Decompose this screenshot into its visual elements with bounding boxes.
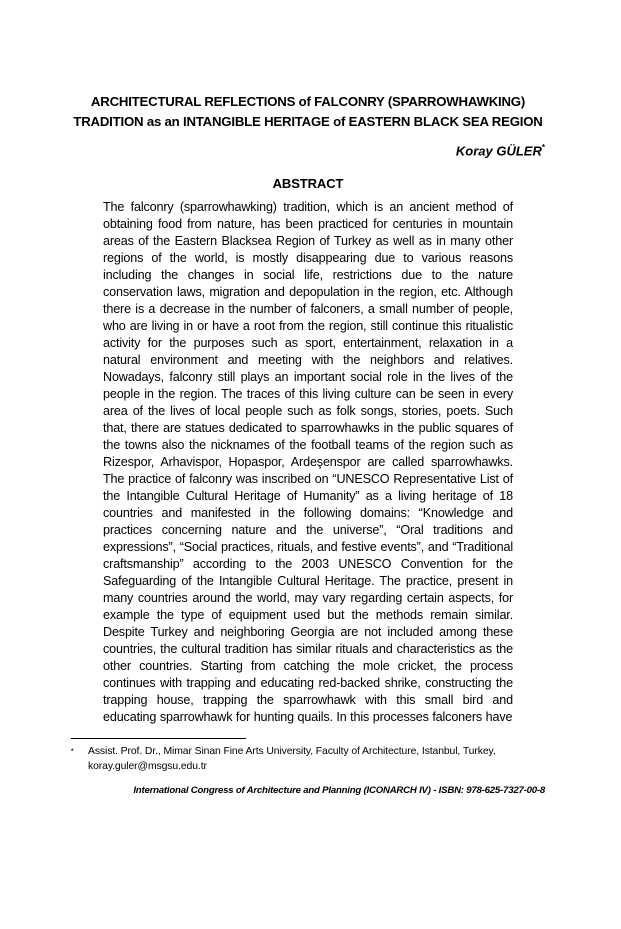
abstract-paragraph: The falconry (sparrowhawking) tradition, which is an ancient method of obtaining food from nature, has been practiced for centuries in mountain areas of the Eastern Blacksea Region of Turkey as well as in many other regions of the world, is mostly disappearing due to various reasons including the changes in social life, restrictions due to the nature conservation laws, migration and depopulation in the region, etc. Although there is a decrease in the number of falconers, a small number of people, who are living in or have a root from the region, still continue this ritualistic activity for the purposes such as sport, entertainment, relaxation in a natural environment and meeting with the neighbors and relatives. Nowadays, falconry still plays an important social role in the lives of the people in the region. The traces of this living culture can be seen in every area of the lives of local people such as folk songs, stories, poets. Such that, there are statues dedicated to sparrowhawks in the public squares of the towns also the nicknames of the football teams of the region such as Rizespor, Arhavispor, Hopaspor, Ardeşenspor are called sparrowhawks. The practice of falconry was inscribed on “UNESCO Representative List of the Intangible Cultural Heritage of Humanity” as a living heritage of 18 countries and manifested in the following domains: “Knowledge and practices concerning nature and the universe”, “Oral traditions and expressions”, “Social practices, rituals, and festive events”, and “Traditional craftsmanship” according to the 2003 UNESCO Convention for the Safeguarding of the Intangible Cultural Heritage. The practice, present in many countries around the world, may vary regarding certain aspects, for example the type of equipment used but the methods remain similar. Despite Turkey and neighboring Georgia are not included among these countries, the cultural tradition has similar rituals and characteristics as the other countries. Starting from catching the mole cricket, the process continues with trapping and educating red-backed shrike, constructing the trapping house, trapping the sparrowhawk with this small bird and educating sparrowhawk for hunting quails. In this processes falconers have [103, 200, 513, 725]
author-line [71, 140, 545, 159]
paper-title-line-1: ARCHITECTURAL REFLECTIONS of FALCONRY (SPARROWHAWKING) [90, 94, 526, 109]
author-name: Koray GÜLER [455, 143, 542, 159]
paper-title [71, 92, 545, 132]
paper-title-line-2: TRADITION as an INTANGIBLE HERITAGE of EASTERN BLACK SEA REGION [73, 114, 543, 129]
footnote-text: Assist. Prof. Dr., Mimar Sinan Fine Arts University, Faculty of Architecture, Istanbul, Turkey, koray.guler@msgsu.edu.tr [88, 746, 496, 773]
document-page [0, 92, 621, 929]
page-content [71, 92, 545, 797]
abstract-heading: ABSTRACT [272, 176, 344, 192]
footnote [71, 744, 545, 774]
footnote-marker: * [71, 748, 74, 756]
footer-citation: International Congress of Architecture and Planning (ICONARCH IV) - ISBN: 978-625-7327-00-8 [133, 785, 545, 797]
author-footnote-marker: * [541, 143, 545, 152]
footnote-divider [71, 738, 246, 739]
